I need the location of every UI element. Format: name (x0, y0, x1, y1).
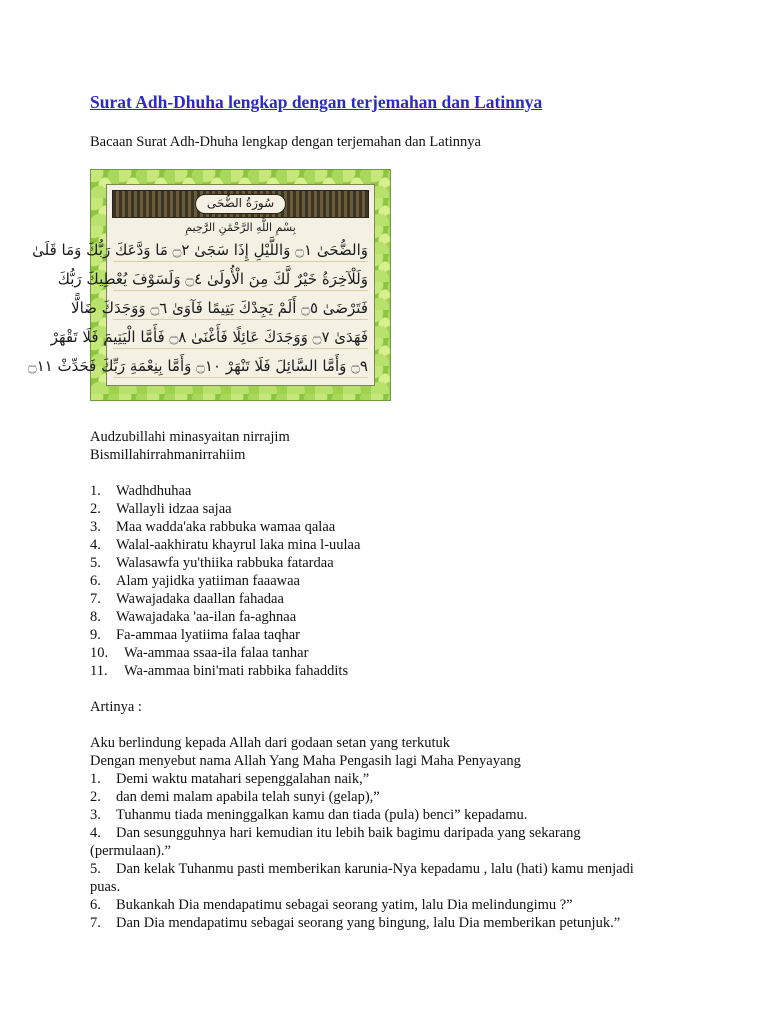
translation-section (90, 734, 690, 932)
list-item: 8. Wawajadaka 'aa-ilan fa-aghnaa (90, 609, 297, 625)
list-item: 6. Bukankah Dia mendapatimu sebagai seorang yatim, lalu Dia melindungimu ?” (90, 897, 573, 913)
opening-section (90, 428, 690, 464)
translation-line-1: Aku berlindung kepada Allah dari godaan setan yang terkutuk (90, 735, 450, 751)
intro-text: Bacaan Surat Adh-Dhuha lengkap dengan terjemahan dan Latinnya (90, 134, 481, 150)
document-page (27, 92, 690, 932)
page-title-link[interactable]: Surat Adh-Dhuha lengkap dengan terjemahan dan Latinnya (90, 92, 543, 112)
surah-header-title: سُورَةُ الضُّحَى (195, 194, 286, 214)
list-item: 2. Wallayli idzaa sajaa (90, 501, 232, 517)
list-item: 1. Demi waktu matahari sepenggalahan naik,” (90, 771, 370, 787)
translation-line-2: Dengan menyebut nama Allah Yang Maha Pengasih lagi Maha Penyayang (90, 753, 521, 769)
list-item: 10. Wa-ammaa ssaa-ila falaa tanhar (90, 645, 309, 661)
surah-bismillah: بِسْمِ اللَّهِ الرَّحْمَٰنِ الرَّحِيمِ (185, 221, 296, 234)
list-item: 5. Dan kelak Tuhanmu pasti memberikan karunia-Nya kepadamu , lalu (hati) kamu menjadi (90, 861, 634, 877)
surah-line-1: وَالضُّحَىٰ ۝١ وَاللَّيْلِ إِذَا سَجَىٰ ۝٢ مَا وَدَّعَكَ رَبُّكَ وَمَا قَلَىٰ (113, 239, 368, 262)
list-item: 3. Tuhanmu tiada meninggalkan kamu dan tiada (pula) benci” kepadamu. (90, 807, 528, 823)
surah-line-3: فَتَرْضَىٰ ۝٥ أَلَمْ يَجِدْكَ يَتِيمًا فَآوَىٰ ۝٦ وَوَجَدَكَ ضَالًّا (113, 297, 368, 320)
surah-image (27, 169, 391, 401)
surah-line-4: فَهَدَىٰ ۝٧ وَوَجَدَكَ عَائِلًا فَأَغْنَىٰ ۝٨ فَأَمَّا الْيَتِيمَ فَلَا تَقْهَرْ (113, 326, 368, 349)
surah-header-banner (112, 190, 369, 218)
list-item: 5. Walasawfa yu'thiika rabbuka fatardaa (90, 555, 334, 571)
list-item-continuation: (permulaan).” (90, 843, 171, 859)
list-item: 7. Wawajadaka daallan fahadaa (90, 591, 284, 607)
surah-line-5: ۝٩ وَأَمَّا السَّائِلَ فَلَا تَنْهَرْ ۝١٠ وَأَمَّا بِنِعْمَةِ رَبِّكَ فَحَدِّثْ ۝١١ (113, 355, 368, 378)
bismillah-line: Bismillahirrahmanirrahiim (90, 447, 246, 463)
latin-list (90, 482, 690, 680)
surah-line-2: وَلَلْآخِرَةُ خَيْرٌ لَّكَ مِنَ الْأُولَىٰ ۝٤ وَلَسَوْفَ يُعْطِيكَ رَبُّكَ (113, 268, 368, 291)
list-item-continuation: puas. (90, 879, 121, 895)
list-item: 7. Dan Dia mendapatimu sebagai seorang yang bingung, lalu Dia memberikan petunjuk.” (90, 915, 621, 931)
list-item: 6. Alam yajidka yatiiman faaawaa (90, 573, 300, 589)
artinya-label: Artinya : (90, 699, 142, 715)
list-item: 2. dan demi malam apabila telah sunyi (gelap),” (90, 789, 380, 805)
surah-image-inner (27, 184, 375, 386)
list-item: 11. Wa-ammaa bini'mati rabbika fahaddits (90, 663, 349, 679)
audzubillah-line: Audzubillahi minasyaitan nirrajim (90, 429, 290, 445)
list-item: 4. Walal-aakhiratu khayrul laka mina l-uulaa (90, 537, 361, 553)
list-item: 4. Dan sesungguhnya hari kemudian itu lebih baik bagimu daripada yang sekarang (90, 825, 581, 841)
list-item: 1. Wadhdhuhaa (90, 483, 192, 499)
list-item: 9. Fa-ammaa lyatiima falaa taqhar (90, 627, 300, 643)
list-item: 3. Maa wadda'aka rabbuka wamaa qalaa (90, 519, 336, 535)
